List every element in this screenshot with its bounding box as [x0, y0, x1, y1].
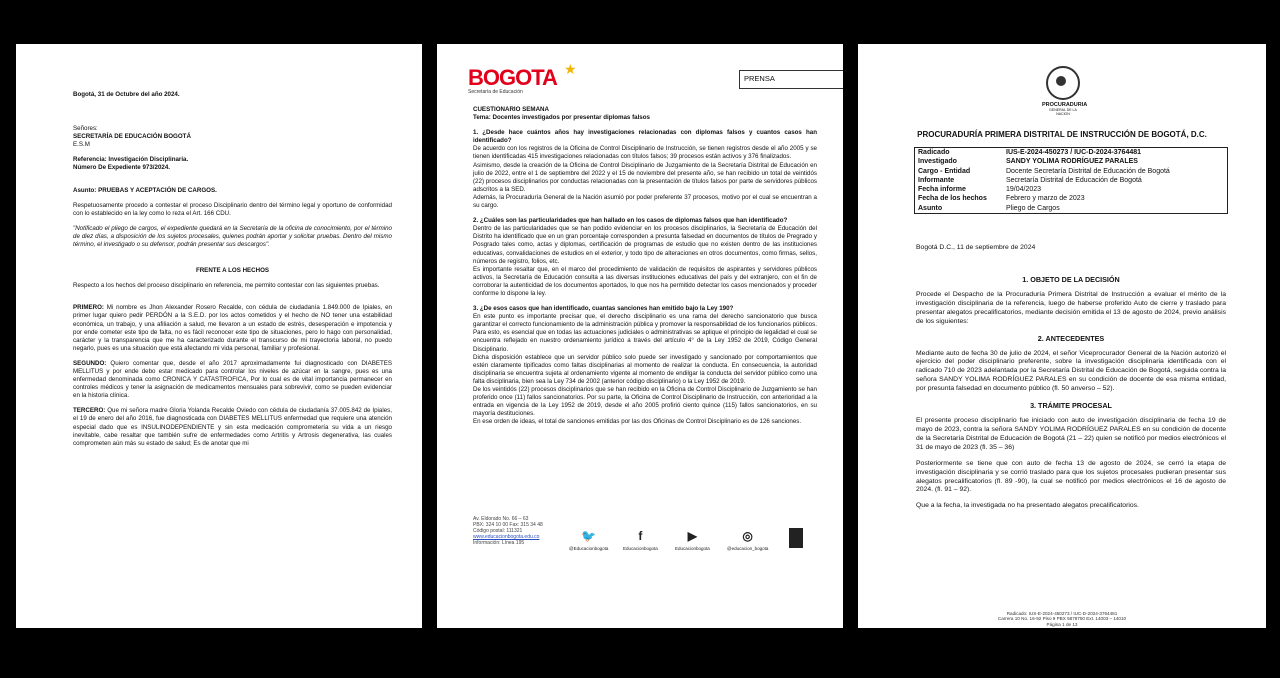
seal-icon — [1046, 66, 1080, 100]
case-info-value: SANDY YOLIMA RODRÍGUEZ PARALES — [1006, 158, 1138, 166]
legal-quote: "Notificado el pliego de cargos, el expediente quedará en la Secretaría de la oficina de conocimiento, por el término de diez días, a disposición de los sujetos procesales, quienes podrán aportar y solicitar pruebas. Dentro del mismo término, el investigado o su defensor, podrán presentar sus descargos". — [73, 224, 392, 249]
case-info-key: Informante — [918, 176, 955, 184]
case-info-value: Pliego de Cargos — [1006, 204, 1060, 212]
document-procuraduria-decision — [858, 44, 1266, 628]
section-heading: FRENTE A LOS HECHOS — [195, 267, 270, 275]
section-tramite: 3. TRÁMITE PROCESAL — [1030, 401, 1112, 411]
paragraph-primero: PRIMERO: Mi nombre es Jhon Alexander Rosero Recalde, con cédula de ciudadanía 1.849.000 de Ipiales, en primer lugar quiero pedir PERDÓN a la S.E.D. por los actos cometidos y el hecho de NO tener una estabilidad económica, un trabajo, y una afiliación a salud, me llevaron a un estado de estrés, desesperación e impotencia y por ende cometer este tipo de falta, no es fácil reconocer este tipo de situaciones, pero lo hago con personalidad, carácter y la transparencia que me ha caracterizado durante el transcurso de mi trayectoria laboral, no puedo negarlo, pues es una situación que está afectando mi vida personal, familiar y profesional. — [73, 304, 392, 352]
case-info-value: Febrero y marzo de 2023 — [1006, 195, 1085, 203]
reference-line: Referencia: Investigación Disciplinaria. — [73, 156, 189, 164]
case-info-value: IUS-E-2024-450273 / IUC-D-2024-3764481 — [1006, 149, 1142, 156]
answer-paragraph: En este punto es importante precisar que, el derecho disciplinario es una rama del derecho sancionatorio que busca garantizar el correcto funcionamiento de la administración pública y promover la responsabilidad de los funcionarios públicos. Para esto, es esencial que en todas las actuaciones judiciales o administrativas se aplique el principio de legalidad el cual se encuentra reflejado en nuestro ordenamiento jurídico a través del artículo 4° de la Ley 1952 de 2019, Código General Disciplinario. — [473, 313, 817, 353]
section-antecedentes: 2. ANTECEDENTES — [1037, 333, 1105, 343]
case-info-row — [915, 148, 1228, 158]
case-info-row — [915, 194, 1228, 203]
case-info-row — [915, 204, 1228, 214]
document-questionnaire — [437, 44, 843, 628]
paragraph-antecedentes: Mediante auto de fecha 30 de julio de 2024, el señor Viceprocurador General de la Nación autorizó el ejercicio del poder disciplinario preferente, sobre la investigación disciplinaria identificada con el radicado 710 de 2023 adelantada por la Secretaría Distrital de Educación de Bogotá, seguida contra la señora SANDY YOLIMA RODRÍGUEZ PARALES en su condición de docente de esa misma entidad, por presunta falsedad en documento público (fl. 50 anverso – 52). — [916, 349, 1226, 393]
procuraduria-seal: PROCURADURIA GENERAL DE LA NACION — [1042, 66, 1084, 116]
paragraph-segundo: SEGUNDO: Quiero comentar que, desde el año 2017 aproximadamente fui diagnosticado con DIABETES MELLITUS y por ende debo estar medicado para controlar los niveles de azúcar en la sangre, pues es una enfermedad denominada como CRONICA Y CATASTROFICA, Por lo cual es de vital importancia permanecer en controles médicos y tener la asignación de medicamentos mensuales para sobrevivir, como se pueden evidenciar en la historia clínica. — [73, 359, 392, 400]
website-link[interactable]: www.educacionbogota.edu.co — [473, 534, 540, 540]
social-youtube: ▶ Educacionbogota — [675, 529, 710, 551]
document-response-letter — [16, 44, 422, 628]
star-icon: ★ — [564, 61, 577, 77]
case-info-key: Fecha de los hechos — [918, 195, 987, 203]
questionnaire-title: CUESTIONARIO SEMANA — [473, 106, 549, 113]
intro-paragraph: Respetuosamente procedo a contestar el proceso Disciplinario dentro del término legal y oportuno de conformidad con lo establecido en la ley como lo reza el Art. 166 CDU. — [73, 201, 392, 217]
section-objeto: 1. OBJETO DE LA DECISIÓN — [1022, 274, 1120, 284]
addressee-line: Señores: — [73, 125, 98, 133]
case-info-row — [915, 176, 1228, 185]
answer-paragraph: En ese orden de ideas, el total de sanciones emitidas por las dos Oficinas de Control Disciplinario es de 126 sanciones. — [473, 418, 802, 426]
case-info-key: Investigado — [918, 158, 957, 166]
instagram-icon: ◎ — [742, 529, 753, 543]
case-info-key: Radicado — [918, 149, 950, 156]
answer-paragraph: Asimismo, desde la creación de la Oficina de Control Disciplinario de Juzgamiento de la Secretaría Distrital de Educación en julio de 2022, entre el 1 de septiembre del 2022 y el 15 de noviembre del presente año, se han recibido un total de veintidós (22) procesos disciplinarios por conductas relacionadas con la presentación de títulos falsos por parte de servidores públicos adscritos a la SED. — [473, 161, 817, 193]
contact-footer: Av. Eldorado No. 66 – 63 PBX: 324 10 00 Fax: 315 34 48 Código postal: 111321 www.educacionbogota.edu.co Información: Línea 195 — [473, 516, 543, 546]
paragraph-tercero: TERCERO: Que mi señora madre Gloria Yolanda Recalde Oviedo con cédula de ciudadanía 37.005.842 de Ipiales, el 19 de enero del año 2016, fue diagnosticada con DIABETES MELLITUS enfermedad que requiere una atención especial dado que es INSULINODEPENDIENTE y sin esta medicación comprometería su vida a un riesgo inevitable, cabe resaltar que también sufre de enfermedades como Artritis y Artrosis degenerativa, las cuales comprometen aún más su estado de salud; Es de anotar que mi — [73, 407, 392, 447]
case-info-table — [914, 147, 1228, 214]
case-info-value: Secretaría Distrital de Educación de Bogotá — [1006, 176, 1142, 184]
case-info-row — [915, 167, 1228, 176]
social-facebook: f Educacionbogota — [623, 529, 658, 551]
case-info-row — [915, 185, 1228, 194]
case-info-key: Fecha informe — [918, 186, 966, 194]
case-info-key: Asunto — [918, 204, 943, 212]
youtube-icon: ▶ — [687, 529, 697, 543]
addressee-line: E.S.M — [73, 141, 90, 149]
case-info-value: 19/04/2023 — [1006, 186, 1042, 194]
twitter-icon: 🐦 — [581, 529, 597, 543]
question-3: 3. ¿De esos casos que han identificado, cuantas sanciones han emitido bajo la Ley 190? — [473, 305, 734, 313]
question-2: 2. ¿Cuáles son las particularidades que han hallado en los casos de diplomas falsos que han identificado? — [473, 217, 788, 225]
prensa-label: PRENSA — [739, 70, 843, 89]
questionnaire-topic: Tema: Docentes investigados por presentar diplomas falsos — [473, 114, 650, 122]
bogota-logo: ★ BOGOTA Secretaría de Educación — [468, 61, 577, 95]
page-footer: Radicado: IUS-E-2024-450273 / IUC-D-2024-3764481 Carrera 10 No. 16-92 Piso 9 PBX 5878750 Ext. 14003 – 14010 Página 1 de 13 — [997, 611, 1127, 627]
paragraph-objeto: Procede el Despacho de la Procuraduría Primera Distrital de Instrucción a evaluar el mérito de la investigación disciplinaria de la referencia, luego de haberse proferido Auto de cierre y traslado para presentar alegatos precalificatorios, mediante decisión emitida el 13 de agosto de 2024, previo análisis de los siguientes: — [916, 290, 1226, 325]
answer-paragraph: Dentro de las particularidades que se han podido evidenciar en los procesos disciplinarios, la Secretaría de Educación del Distrito ha identificado que en un gran porcentaje corresponden a presunta falsedad en documentos de títulos de Pregrado y Posgrado tales como, actas y diplomas, certificación de programas de estudio que no existen dentro de las instituciones educativas, convalidaciones de estudios en el exterior, y todo tipo de alteraciones en otros documentos, como firmas, sellos, números de registro, folios, etc. — [473, 225, 817, 265]
answer-paragraph: Además, la Procuraduría General de la Nación asumió por poder preferente 37 procesos, motivo por el cual se encuentran a su cargo. — [473, 193, 817, 210]
case-info-row — [915, 157, 1228, 166]
addressee-line: SECRETARÍA DE EDUCACIÓN BOGOTÁ — [73, 133, 191, 141]
paragraph-tramite: El presente proceso disciplinario fue iniciado con auto de investigación disciplinaria de fecha 19 de mayo de 2023, contra la señora SANDY YOLIMA RODRÍGUEZ PARALES en su condición de docente de la Secretaría Distrital de Educación de Bogotá (21 – 22) quien se notificó por medios electrónicos el 31 de mayo de 2023 (fl. 35 – 36) — [916, 417, 1226, 451]
letter-date: Bogotá, 31 de Octubre del año 2024. — [73, 91, 180, 98]
answer-paragraph: De los veintidós (22) procesos disciplinarios que se han recibido en la Oficina de Control Disciplinario de Juzgamiento se han proferido once (11) fallos sancionatorios. Por su parte, la Oficina de Control Disciplinario de Instrucción, con anterioridad a la entrada en vigencia de la Ley 1952 de 2019, desde el año 2005 profirió ciento quince (115) fallos sancionatorios, en su mayoría destituciones. — [473, 386, 817, 418]
facebook-icon: f — [638, 529, 643, 543]
decision-title: PROCURADURÍA PRIMERA DISTRITAL DE INSTRUCCIÓN DE BOGOTÁ, D.C. — [917, 130, 1207, 139]
paragraph-tramite-3: Que a la fecha, la investigada no ha presentado alegatos precalificatorios. — [916, 502, 1139, 510]
social-twitter: 🐦 @Educacionbogota — [569, 529, 609, 551]
letter-subject: Asunto: PRUEBAS Y ACEPTACIÓN DE CARGOS. — [73, 186, 217, 194]
decision-date: Bogotá D.C., 11 de septiembre de 2024 — [916, 244, 1036, 251]
answer-paragraph: Es importante resaltar que, en el marco del procedimiento de validación de requisitos de aspirantes y servidores públicos activos, la Secretaría de Educación consulta a las diversas instituciones educativas del país y del extranjero, con el fin de corroborar la autenticidad de los documentos aportados, lo que nos ha permitido detectar los casos mencionados y proceder conforme lo dispone la ley. — [473, 265, 817, 297]
question-1: 1. ¿Desde hace cuántos años hay investigaciones relacionadas con diplomas falsos y cuantos casos han identificado? — [473, 129, 817, 145]
paragraph-tramite-2: Posteriormente se tiene que con auto de fecha 13 de agosto de 2024, se cerró la etapa de investigación disciplinaria y se corrió traslado para que los sujetos procesales pudieran presentar sus alegatos precalificatorios (fl. 89 -90), la cual se notificó por medios electrónicos el 16 de agosto de 2024. (fl. 91 – 92). — [916, 459, 1226, 494]
facts-intro: Respecto a los hechos del proceso disciplinario en referencia, me permito contestar con las siguientes pruebas. — [73, 282, 380, 290]
answer-paragraph: Dicha disposición establece que un servidor público solo puede ser investigado y sancionado por comportamientos que estén claramente tipificados como faltas disciplinarias al momento de realizar la conducta. En consecuencia, la autoridad disciplinaria se encuentra sujeta al ordenamiento vigente al momento de endilgar la conducta del servidor público como una falta disciplinaria, bien sea la Ley 734 de 2002 (anterior código disciplinario) o la Ley 1952 de 2019. — [473, 353, 817, 385]
social-instagram: ◎ @educacion_bogota — [727, 529, 769, 551]
case-info-key: Cargo - Entidad — [918, 167, 971, 175]
case-info-value: Docente Secretaría Distrital de Educación de Bogotá — [1006, 167, 1170, 175]
district-emblem-icon — [789, 528, 803, 548]
answer-paragraph: De acuerdo con los registros de la Oficina de Control Disciplinario de Instrucción, se tienen registros desde el año 2005 y se tienen identificadas 415 investigaciones relacionadas con títulos falsos; 39 procesos están activos y 376 finalizados. — [473, 145, 817, 161]
reference-line: Número De Expediente 973/2024. — [73, 164, 170, 172]
